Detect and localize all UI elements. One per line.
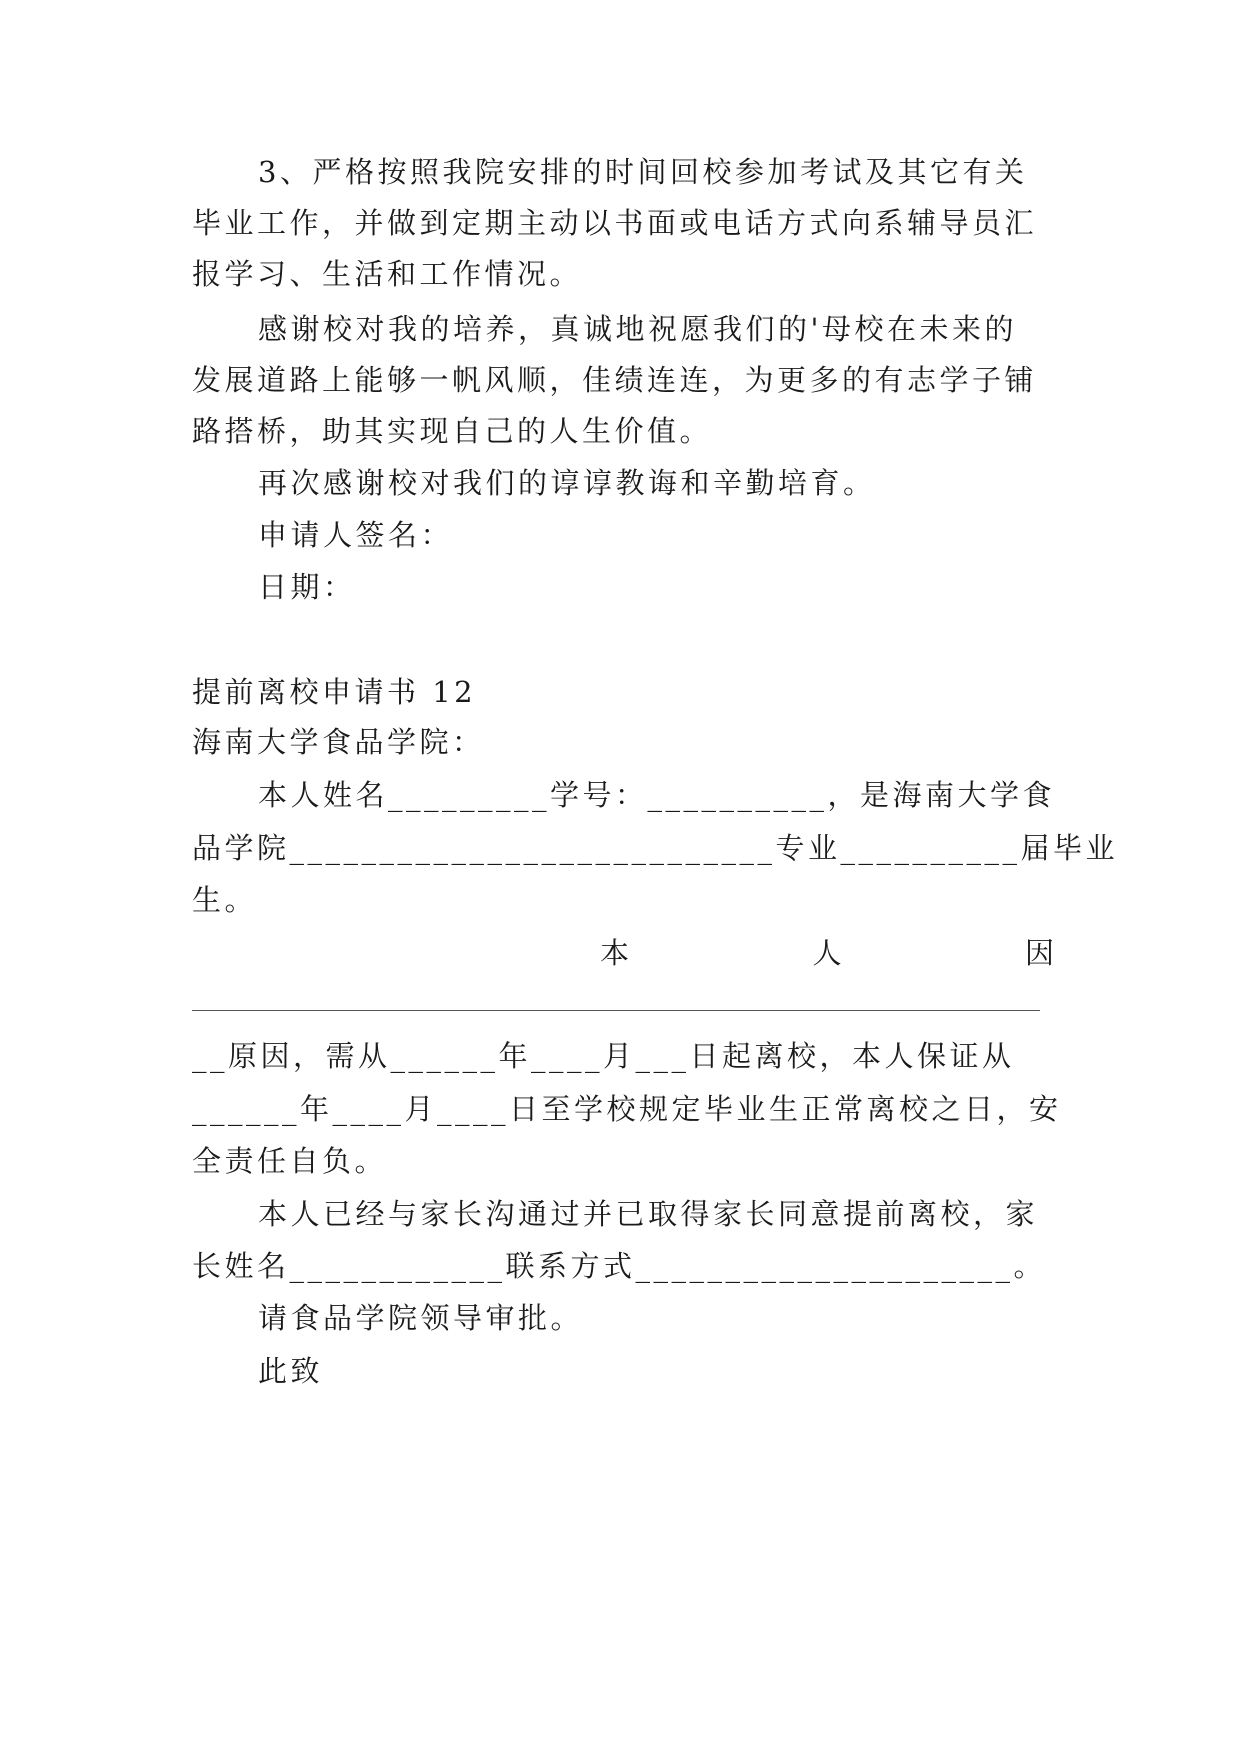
paragraph-line-5: 发展道路上能够一帆风顺，佳绩连连，为更多的有志学子铺: [192, 363, 1038, 397]
recipient-line: 海南大学食品学院：: [192, 725, 485, 759]
form-line-graduate: 生。: [192, 883, 258, 917]
reason-word-3: 因: [1024, 936, 1054, 970]
reason-blank-line: [192, 1010, 1040, 1011]
document-title: 提前离校申请书 12: [192, 675, 477, 709]
thanks-line: 再次感谢校对我们的谆谆教诲和辛勤培育。: [258, 466, 876, 500]
approval-request-line: 请食品学院领导审批。: [258, 1301, 584, 1335]
paragraph-line-4: 感谢校对我的培养，真诚地祝愿我们的'母校在未来的: [258, 312, 1017, 346]
form-line-safety-period: ______年____月____日至学校规定毕业生正常离校之日，安: [192, 1092, 1062, 1126]
paragraph-line-3: 报学习、生活和工作情况。: [192, 257, 583, 291]
form-line-parent-consent: 本人已经与家长沟通过并已取得家长同意提前离校，家: [258, 1197, 1039, 1231]
form-line-responsibility: 全责任自负。: [192, 1144, 388, 1178]
form-line-leave-date: __原因，需从______年____月___日起离校，本人保证从: [192, 1039, 1015, 1073]
form-line-parent-contact: 长姓名____________联系方式_____________________。: [192, 1249, 1047, 1283]
reason-word-2: 人: [812, 936, 842, 970]
form-line-major: 品学院___________________________专业__________届毕业: [192, 831, 1119, 865]
reason-intro-line: [600, 933, 1054, 973]
applicant-signature-label: 申请人签名：: [258, 518, 454, 552]
reason-word-1: 本: [600, 936, 630, 970]
form-line-name-id: 本人姓名_________学号：__________，是海南大学食: [258, 778, 1056, 812]
closing-salutation: 此致: [258, 1354, 324, 1388]
date-label: 日期：: [258, 570, 356, 604]
paragraph-line-6: 路搭桥，助其实现自己的人生价值。: [192, 414, 713, 448]
paragraph-line-2: 毕业工作，并做到定期主动以书面或电话方式向系辅导员汇: [192, 206, 1038, 240]
paragraph-line-1: 3、严格按照我院安排的时间回校参加考试及其它有关: [258, 155, 1028, 189]
